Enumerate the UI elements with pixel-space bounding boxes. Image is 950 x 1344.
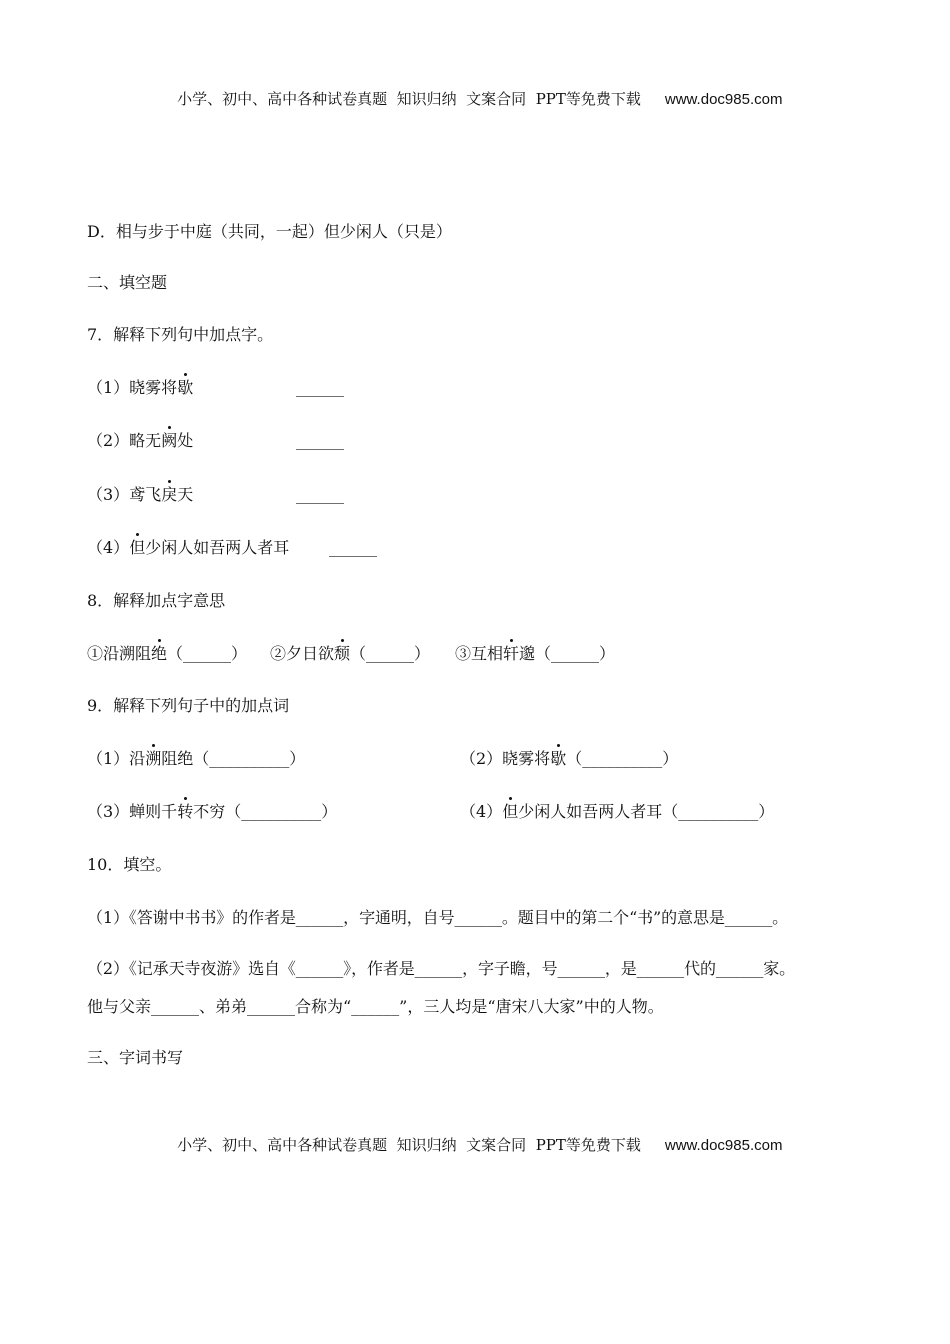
dotted-char: 阙 xyxy=(161,431,178,450)
q10-line-1: （1）《答谢中书书》的作者是______，字通明，自号______。题目中的第二个“书”的意思是______。 xyxy=(87,908,789,927)
q9-item-1: （1）沿溯阻绝（__________） xyxy=(87,749,306,768)
q7-item-1: （1）晓雾将歇 xyxy=(87,378,194,397)
dotted-char: 歇 xyxy=(177,378,194,397)
footer-text: 小学、初中、高中各种试卷真题 知识归纳 文案合同 PPT等免费下载 xyxy=(177,1136,641,1154)
dotted-char: 绝 xyxy=(151,644,168,663)
dotted-char: 转 xyxy=(177,802,194,821)
q8-title: 8．解释加点字意思 xyxy=(87,591,226,610)
q9-title: 9．解释下列句子中的加点词 xyxy=(87,696,290,715)
dotted-char: 但 xyxy=(129,538,146,557)
q7-item-2: （2）略无阙处 xyxy=(87,431,194,450)
q9-item-2: （2）晓雾将歇（__________） xyxy=(460,749,679,768)
footer-site[interactable]: www.doc985.com xyxy=(664,1137,783,1154)
q10-line-2: （2）《记承天寺夜游》选自《______》，作者是______，字子瞻，号______，是______代的______家。 xyxy=(87,959,796,978)
q8-item-3: ③互相轩邈（______） xyxy=(455,644,616,663)
dotted-char: 轩 xyxy=(503,644,520,663)
q7-blank-3[interactable]: ______ xyxy=(296,485,344,504)
q7-blank-2[interactable]: ______ xyxy=(296,431,344,450)
header-site[interactable]: www.doc985.com xyxy=(664,91,783,108)
q7-blank-1[interactable]: ______ xyxy=(296,378,344,397)
section-2-heading: 二、填空题 xyxy=(87,273,168,292)
header-text: 小学、初中、高中各种试卷真题 知识归纳 文案合同 PPT等免费下载 xyxy=(177,90,641,108)
q7-blank-4[interactable]: ______ xyxy=(329,538,377,557)
q9-item-4: （4）但少闲人如吾两人者耳（__________） xyxy=(460,802,775,821)
dotted-char: 戾 xyxy=(161,485,178,504)
q8-item-1: ①沿溯阻绝（______） xyxy=(87,644,248,663)
q9-item-3: （3）蝉则千转不穷（__________） xyxy=(87,802,338,821)
q10-title: 10．填空。 xyxy=(87,855,172,874)
q10-line-3: 他与父亲______、弟弟______合称为“______”，三人均是“唐宋八大家”中的人物。 xyxy=(87,997,664,1016)
dotted-char: 颓 xyxy=(334,644,351,663)
q7-title: 7．解释下列句中加点字。 xyxy=(87,325,274,344)
page-header xyxy=(0,70,950,109)
section-3-heading: 三、字词书写 xyxy=(87,1048,184,1067)
dotted-char: 歇 xyxy=(550,749,567,768)
option-d: D．相与步于中庭（共同，一起）但少闲人（只是） xyxy=(87,222,452,241)
q7-item-4: （4）但少闲人如吾两人者耳 xyxy=(87,538,290,557)
q7-item-3: （3）鸢飞戾天 xyxy=(87,485,194,504)
dotted-char: 但 xyxy=(502,802,519,821)
q8-item-2: ②夕日欲颓（______） xyxy=(270,644,431,663)
dotted-char: 溯 xyxy=(145,749,162,768)
page-footer xyxy=(0,1116,950,1155)
